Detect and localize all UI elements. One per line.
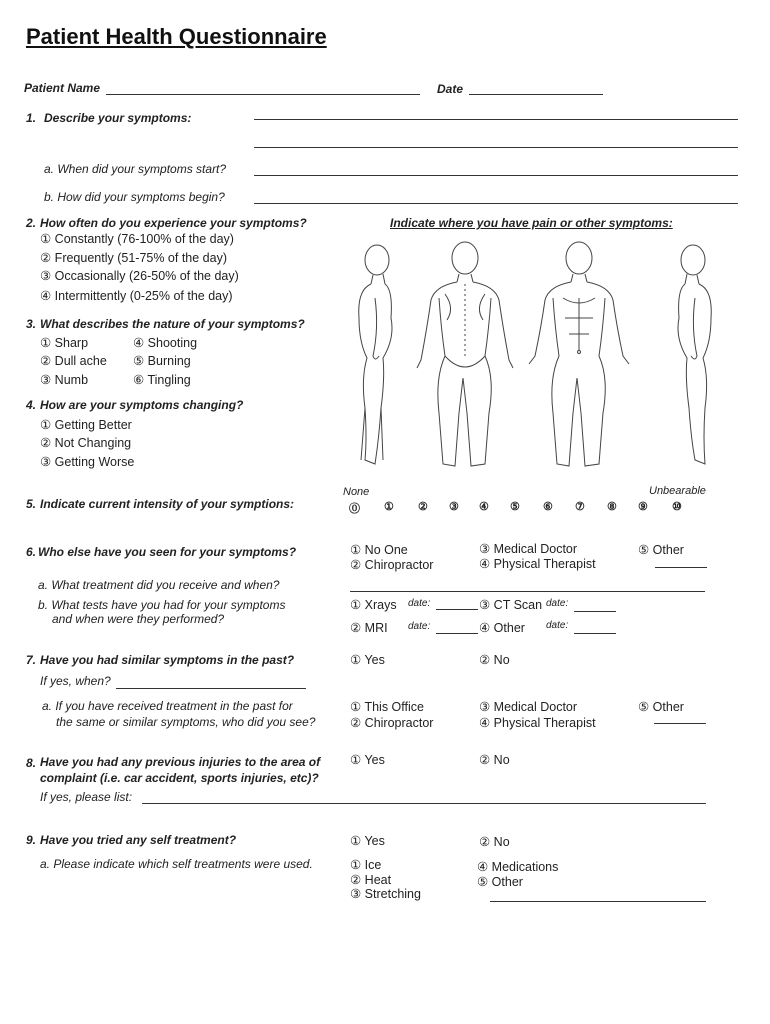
scale-7[interactable]: ⑦: [575, 501, 585, 513]
page-title: Patient Health Questionnaire: [26, 24, 327, 49]
q9a-option-ice[interactable]: ① Ice: [350, 858, 382, 872]
other-date-label: date:: [546, 620, 569, 631]
q2-option-1[interactable]: ① Constantly (76-100% of the day): [40, 232, 234, 246]
q5-text: Indicate current intensity of your symptions:: [40, 497, 295, 511]
q8-yes[interactable]: ① Yes: [350, 753, 385, 767]
ct-scan-date-label: date:: [546, 598, 569, 609]
patient-name-field[interactable]: [106, 94, 420, 95]
body-figure-front: [529, 242, 629, 466]
q6-option-physical-therapist[interactable]: ④ Physical Therapist: [479, 557, 596, 571]
q2-option-3[interactable]: ③ Occasionally (26-50% of the day): [40, 269, 239, 283]
q6b-text-1: b. What tests have you had for your symptoms: [38, 598, 286, 612]
q6-test-other[interactable]: ④ Other: [479, 621, 525, 635]
q9a-option-medications[interactable]: ④ Medications: [477, 860, 559, 874]
q6-test-mri[interactable]: ② MRI: [350, 621, 388, 635]
xrays-date-field[interactable]: [436, 609, 478, 610]
q1-answer-line-1[interactable]: [254, 119, 738, 120]
q3-text: What describes the nature of your symptoms?: [40, 317, 305, 331]
q7-when-field[interactable]: [116, 688, 306, 689]
q1a-answer-line[interactable]: [254, 175, 738, 176]
q3-option-shooting[interactable]: ④ Shooting: [133, 336, 198, 350]
q8-list-label: If yes, please list:: [40, 790, 133, 804]
q7a-option-physical-therapist[interactable]: ④ Physical Therapist: [479, 716, 596, 730]
q3-option-burning[interactable]: ⑤ Burning: [133, 354, 191, 368]
q4-option-better[interactable]: ① Getting Better: [40, 418, 132, 432]
q7a-option-this-office[interactable]: ① This Office: [350, 700, 424, 714]
q6-test-xrays[interactable]: ① Xrays: [350, 598, 397, 612]
q1a-text: a. When did your symptoms start?: [44, 162, 227, 176]
scale-unbearable-label: Unbearable: [649, 485, 706, 497]
scale-0[interactable]: ⓪: [349, 503, 360, 515]
q9a-option-stretching[interactable]: ③ Stretching: [350, 887, 421, 901]
q7a-text-1: a. If you have received treatment in the past for: [42, 699, 293, 713]
q3-option-tingling[interactable]: ⑥ Tingling: [133, 373, 191, 387]
scale-8[interactable]: ⑧: [607, 501, 617, 513]
q6-option-chiropractor[interactable]: ② Chiropractor: [350, 558, 434, 572]
q6a-answer-line[interactable]: [350, 591, 705, 592]
q6a-text: a. What treatment did you receive and when?: [38, 578, 280, 592]
q1-answer-line-2[interactable]: [254, 147, 738, 148]
q6-other-line[interactable]: [655, 567, 707, 568]
patient-name-label: Patient Name: [24, 81, 101, 95]
q9-text: Have you tried any self treatment?: [40, 833, 237, 847]
scale-9[interactable]: ⑨: [638, 501, 648, 513]
q6b-text-2: and when were they performed?: [52, 612, 225, 626]
q2-text: How often do you experience your symptoms?: [40, 216, 307, 230]
q7-text: Have you had similar symptoms in the past?: [40, 653, 295, 667]
q9a-text: a. Please indicate which self treatments were used.: [40, 857, 313, 871]
q4-number: 4.: [26, 398, 37, 412]
q1-number: 1.: [26, 111, 37, 125]
q7-number: 7.: [26, 653, 37, 667]
q6-text: Who else have you seen for your symptoms?: [38, 545, 297, 559]
q1b-text: b. How did your symptoms begin?: [44, 190, 225, 204]
scale-3[interactable]: ③: [449, 501, 459, 513]
q5-number: 5.: [26, 497, 37, 511]
q3-option-sharp[interactable]: ① Sharp: [40, 336, 89, 350]
q6-number: 6.: [26, 545, 37, 559]
q6-option-other[interactable]: ⑤ Other: [638, 543, 684, 557]
scale-1[interactable]: ①: [384, 501, 394, 513]
q1b-answer-line[interactable]: [254, 203, 738, 204]
scale-6[interactable]: ⑥: [543, 501, 553, 513]
q1-text: Describe your symptoms:: [44, 111, 192, 125]
q7-no[interactable]: ② No: [479, 653, 510, 667]
scale-4[interactable]: ④: [479, 501, 489, 513]
q8-no[interactable]: ② No: [479, 753, 510, 767]
q9-yes[interactable]: ① Yes: [350, 834, 385, 848]
body-figure-back: [417, 242, 513, 466]
other-date-field[interactable]: [574, 633, 616, 634]
q8-text-1: Have you had any previous injuries to the area of: [40, 755, 321, 769]
q4-option-not-changing[interactable]: ② Not Changing: [40, 436, 132, 450]
date-field[interactable]: [469, 94, 603, 95]
q4-option-worse[interactable]: ③ Getting Worse: [40, 455, 135, 469]
scale-5[interactable]: ⑤: [510, 501, 520, 513]
q7a-text-2: the same or similar symptoms, who did you see?: [56, 715, 316, 729]
q9a-option-other[interactable]: ⑤ Other: [477, 875, 523, 889]
q9a-option-heat[interactable]: ② Heat: [350, 873, 392, 887]
q2-option-2[interactable]: ② Frequently (51-75% of the day): [40, 251, 227, 265]
q7a-option-other[interactable]: ⑤ Other: [638, 700, 684, 714]
q6-option-medical-doctor[interactable]: ③ Medical Doctor: [479, 542, 578, 556]
q7-yes[interactable]: ① Yes: [350, 653, 385, 667]
q7-when-label: If yes, when?: [40, 674, 111, 688]
q6-test-ct-scan[interactable]: ③ CT Scan: [479, 598, 543, 612]
q3-option-dull-ache[interactable]: ② Dull ache: [40, 354, 107, 368]
scale-10[interactable]: ⑩: [672, 501, 682, 513]
q7a-option-chiropractor[interactable]: ② Chiropractor: [350, 716, 434, 730]
date-label: Date: [437, 82, 464, 96]
xrays-date-label: date:: [408, 598, 431, 609]
scale-2[interactable]: ②: [418, 501, 428, 513]
body-diagram[interactable]: [335, 238, 735, 478]
body-diagram-label: Indicate where you have pain or other symptoms:: [390, 216, 673, 230]
q9a-other-line[interactable]: [490, 901, 706, 902]
q8-list-field[interactable]: [142, 803, 706, 804]
q3-option-numb[interactable]: ③ Numb: [40, 373, 89, 387]
q8-number: 8.: [26, 756, 37, 770]
scale-none-label: None: [343, 486, 370, 498]
q9-no[interactable]: ② No: [479, 835, 510, 849]
q6-option-no-one[interactable]: ① No One: [350, 543, 408, 557]
q8-text-2: complaint (i.e. car accident, sports injuries, etc)?: [40, 771, 319, 785]
q3-number: 3.: [26, 317, 37, 331]
mri-date-label: date:: [408, 621, 431, 632]
q7a-other-line[interactable]: [654, 723, 706, 724]
mri-date-field[interactable]: [436, 633, 478, 634]
ct-scan-date-field[interactable]: [574, 611, 616, 612]
q2-number: 2.: [26, 216, 37, 230]
q9-number: 9.: [26, 833, 37, 847]
body-figure-side-left: [678, 245, 711, 464]
q7a-option-medical-doctor[interactable]: ③ Medical Doctor: [479, 700, 578, 714]
q4-text: How are your symptoms changing?: [40, 398, 244, 412]
body-figure-side-right: [359, 245, 392, 464]
q2-option-4[interactable]: ④ Intermittently (0-25% of the day): [40, 289, 233, 303]
